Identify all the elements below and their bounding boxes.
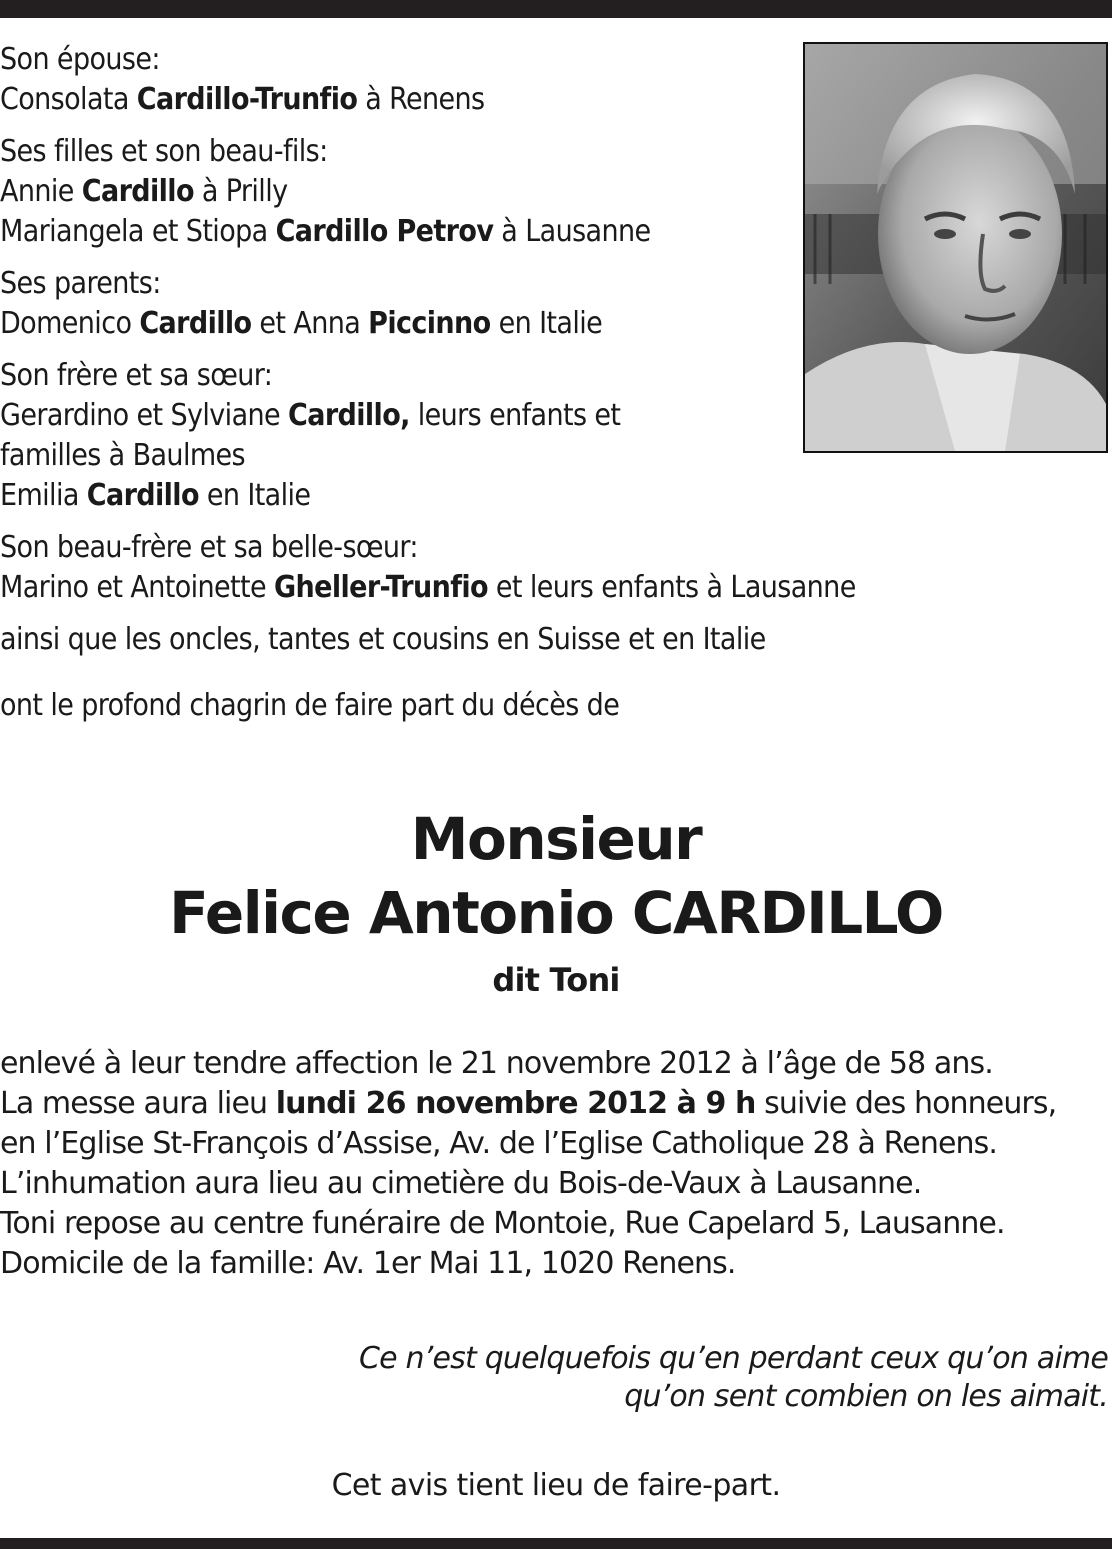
mass-date: lundi 26 novembre 2012 à 9 h: [275, 1086, 756, 1121]
relatives-group: [0, 620, 790, 660]
inlaws-line: [0, 568, 856, 608]
brother-line: [0, 396, 790, 436]
daughter2-line: [0, 212, 790, 252]
deceased-nickname: dit Toni: [492, 961, 620, 999]
brother-last-name: Cardillo,: [288, 398, 410, 433]
funeral-details: [0, 1044, 1112, 1284]
closing-notice: Cet avis tient lieu de faire-part.: [331, 1468, 781, 1503]
sister-first-name: Emilia: [0, 478, 87, 513]
daughter1-place: à Prilly: [193, 174, 288, 209]
announcement-group: [0, 686, 790, 726]
parents-line: [0, 304, 790, 344]
brother-first-name: Gerardino et Sylviane: [0, 398, 289, 433]
deceased-title: Monsieur: [410, 805, 702, 873]
memorial-quote: [359, 1340, 1108, 1416]
spouse-place: à Renens: [357, 82, 485, 117]
top-rule: [0, 0, 1112, 18]
spouse-group: [0, 40, 790, 120]
brother-line-2: familles à Baulmes: [0, 438, 246, 473]
relatives-line: ainsi que les oncles, tantes et cousins en Suisse et en Italie: [0, 622, 766, 657]
mass-intro: La messe aura lieu: [0, 1086, 276, 1121]
inlaws-heading: Son beau-frère et sa belle-sœur:: [0, 530, 418, 565]
details-line-4: L’inhumation aura lieu au cimetière du Bois-de-Vaux à Lausanne.: [0, 1166, 922, 1201]
deceased-name: Felice Antonio CARDILLO: [169, 879, 943, 947]
sister-place: en Italie: [198, 478, 311, 513]
mother-last-name: Piccinno: [368, 306, 491, 341]
daughter2-place: à Lausanne: [493, 214, 651, 249]
quote-line-1: Ce n’est quelquefois qu’en perdant ceux qu’on aime: [359, 1341, 1108, 1376]
inlaws-group: [0, 528, 856, 608]
spouse-line: [0, 80, 790, 120]
spouse-last-name: Cardillo-Trunfio: [136, 82, 358, 117]
daughter2-last-name: Cardillo Petrov: [275, 214, 494, 249]
daughter1-last-name: Cardillo: [81, 174, 194, 209]
siblings-heading: Son frère et sa sœur:: [0, 358, 273, 393]
daughter2-first-name: Mariangela et Stiopa: [0, 214, 276, 249]
quote-line-2: qu’on sent combien on les aimait.: [624, 1379, 1108, 1414]
bottom-rule: [0, 1538, 1112, 1549]
mass-honours: suivie des honneurs,: [755, 1086, 1057, 1121]
parents-connector: et Anna: [251, 306, 369, 341]
parents-place: en Italie: [490, 306, 603, 341]
inlaws-last-name: Gheller-Trunfio: [273, 570, 488, 605]
brother-rest: leurs enfants et: [409, 398, 621, 433]
spouse-heading: Son épouse:: [0, 42, 160, 77]
daughters-heading: Ses filles et son beau-fils:: [0, 134, 328, 169]
announcement-line: ont le profond chagrin de faire part du décès de: [0, 688, 620, 723]
daughter1-line: [0, 172, 790, 212]
daughters-group: [0, 132, 790, 252]
sister-last-name: Cardillo: [86, 478, 199, 513]
inlaws-place: et leurs enfants à Lausanne: [487, 570, 856, 605]
spouse-first-name: Consolata: [0, 82, 137, 117]
details-line-1: enlevé à leur tendre affection le 21 novembre 2012 à l’âge de 58 ans.: [0, 1046, 993, 1081]
details-line-6: Domicile de la famille: Av. 1er Mai 11, 1020 Renens.: [0, 1246, 736, 1281]
family-list: [0, 40, 856, 738]
details-line-3: en l’Eglise St-François d’Assise, Av. de l’Eglise Catholique 28 à Renens.: [0, 1126, 997, 1161]
portrait-photo: [803, 42, 1108, 453]
daughter1-first-name: Annie: [0, 174, 82, 209]
father-last-name: Cardillo: [139, 306, 252, 341]
father-first-name: Domenico: [0, 306, 140, 341]
parents-heading: Ses parents:: [0, 266, 161, 301]
portrait-illustration: [805, 44, 1106, 451]
sister-line: [0, 476, 790, 516]
details-line-5: Toni repose au centre funéraire de Montoie, Rue Capelard 5, Lausanne.: [0, 1206, 1005, 1241]
details-line-2: [0, 1084, 1112, 1124]
inlaws-first-name: Marino et Antoinette: [0, 570, 274, 605]
siblings-group: [0, 356, 790, 516]
parents-group: [0, 264, 790, 344]
